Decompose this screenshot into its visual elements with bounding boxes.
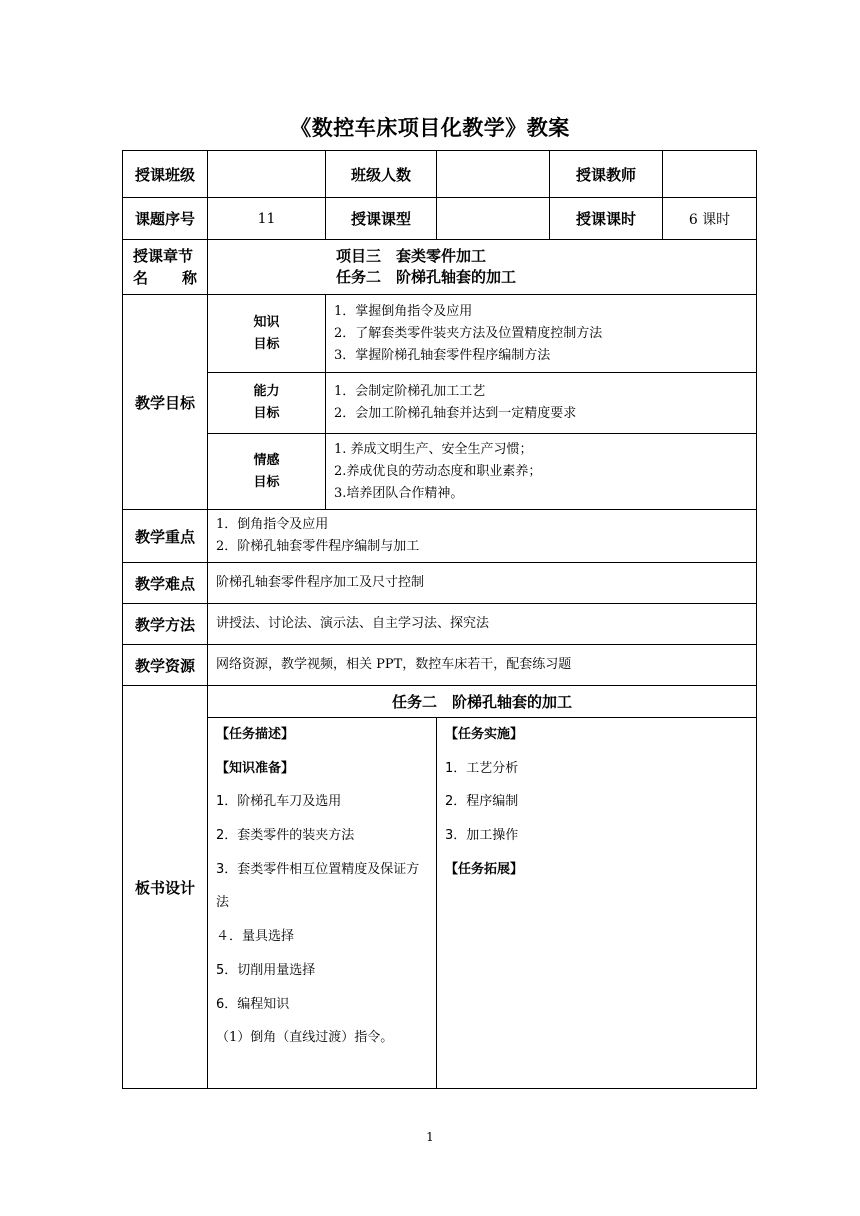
key-points-label: 教学重点 xyxy=(123,510,208,563)
board-left-line: 6．编程知识 xyxy=(216,996,290,1012)
lesson-type-value xyxy=(437,198,550,240)
board-left-line: ４．量具选择 xyxy=(216,929,295,945)
page-number: 1 xyxy=(426,1130,434,1144)
chapter-label-line1: 授课章节 xyxy=(133,247,194,265)
teacher-value xyxy=(663,151,757,198)
key-point-item: 1．倒角指令及应用 xyxy=(216,517,329,532)
lesson-hours-label: 授课课时 xyxy=(550,198,663,240)
emotion-objective-list xyxy=(326,434,757,510)
board-content-row xyxy=(123,718,757,1089)
lesson-type-label: 授课课型 xyxy=(326,198,437,240)
class-label: 授课班级 xyxy=(123,151,208,198)
lesson-hours-value: 6 课时 xyxy=(663,198,757,240)
objective-knowledge-row xyxy=(123,295,757,373)
knowledge-label-line2: 目标 xyxy=(253,336,280,352)
board-right-line: 【任务实施】 xyxy=(445,727,524,742)
difficulty-row xyxy=(123,563,757,604)
ability-label-line1: 能力 xyxy=(253,384,280,399)
board-left-line: 法 xyxy=(216,895,230,911)
board-left-line: 1．阶梯孔车刀及选用 xyxy=(216,794,342,810)
chapter-label-char-a: 名 xyxy=(133,269,149,287)
knowledge-label-line1: 知识 xyxy=(253,314,280,330)
board-left-column xyxy=(208,718,437,1089)
board-left-line: （1）倒角（直线过渡）指令。 xyxy=(216,1030,394,1046)
emotion-label-line1: 情感 xyxy=(253,452,280,468)
teacher-label: 授课教师 xyxy=(550,151,663,198)
header-row-2 xyxy=(123,198,757,240)
resources-text: 网络资源，教学视频，相关 PPT，数控车床若干，配套练习题 xyxy=(208,645,757,686)
chapter-row xyxy=(123,240,757,295)
ability-item: 1．会制定阶梯孔加工工艺 xyxy=(334,384,486,399)
chapter-name xyxy=(208,240,757,295)
ability-objective-list xyxy=(326,373,757,434)
difficulty-text: 阶梯孔轴套零件程序加工及尺寸控制 xyxy=(208,563,757,604)
sequence-label: 课题序号 xyxy=(123,198,208,240)
board-right-line: 3．加工操作 xyxy=(445,828,519,844)
resources-row xyxy=(123,645,757,686)
sequence-value: 11 xyxy=(208,198,326,240)
key-points-list xyxy=(208,510,757,563)
knowledge-item: 3．掌握阶梯孔轴套零件程序编制方法 xyxy=(334,347,551,363)
board-heading-row xyxy=(123,686,757,718)
document-title: 《数控车床项目化教学》教案 xyxy=(290,116,570,140)
chapter-label-line2 xyxy=(133,267,197,289)
board-left-line: 5．切削用量选择 xyxy=(216,962,316,978)
key-point-item: 2．阶梯孔轴套零件程序编制与加工 xyxy=(216,539,420,554)
board-right-line: 2．程序编制 xyxy=(445,794,519,810)
methods-text: 讲授法、讨论法、演示法、自主学习法、探究法 xyxy=(208,604,757,645)
chapter-label-char-b: 称 xyxy=(181,269,197,287)
board-left-line: 【知识准备】 xyxy=(216,760,295,776)
emotion-item: 3.培养团队合作精神。 xyxy=(334,485,464,501)
board-left-line: 3．套类零件相互位置精度及保证方 xyxy=(216,861,420,877)
header-row-1 xyxy=(123,151,757,198)
board-heading: 任务二 阶梯孔轴套的加工 xyxy=(208,686,757,718)
ability-objective-label xyxy=(208,373,326,434)
methods-row xyxy=(123,604,757,645)
board-left-line: 2．套类零件的装夹方法 xyxy=(216,828,355,844)
emotion-item: 2.养成优良的劳动态度和职业素养； xyxy=(334,463,542,479)
chapter-task: 任务二 阶梯孔轴套的加工 xyxy=(336,268,517,286)
board-design-label: 板书设计 xyxy=(123,686,208,1089)
ability-item: 2．会加工阶梯孔轴套并达到一定精度要求 xyxy=(334,406,577,421)
resources-label: 教学资源 xyxy=(123,645,208,686)
chapter-project: 项目三 套类零件加工 xyxy=(336,247,487,265)
ability-label-line2: 目标 xyxy=(253,406,280,421)
lesson-plan-table xyxy=(122,150,757,1089)
knowledge-objective-label xyxy=(208,295,326,373)
board-left-line: 【任务描述】 xyxy=(216,727,295,742)
emotion-objective-label xyxy=(208,434,326,510)
board-right-line: 1．工艺分析 xyxy=(445,760,519,776)
methods-label: 教学方法 xyxy=(123,604,208,645)
class-size-label: 班级人数 xyxy=(326,151,437,198)
key-points-row xyxy=(123,510,757,563)
objective-emotion-row xyxy=(123,434,757,510)
emotion-label-line2: 目标 xyxy=(253,474,280,490)
class-value xyxy=(208,151,326,198)
class-size-value xyxy=(437,151,550,198)
knowledge-objective-list xyxy=(326,295,757,373)
difficulty-label: 教学难点 xyxy=(123,563,208,604)
objective-ability-row xyxy=(123,373,757,434)
objectives-label: 教学目标 xyxy=(123,295,208,510)
board-right-column xyxy=(437,718,757,1089)
emotion-item: 1. 养成文明生产、安全生产习惯； xyxy=(334,441,533,457)
chapter-label xyxy=(123,240,208,295)
knowledge-item: 2．了解套类零件装夹方法及位置精度控制方法 xyxy=(334,325,603,341)
knowledge-item: 1．掌握倒角指令及应用 xyxy=(334,303,473,319)
board-right-line: 【任务拓展】 xyxy=(445,861,524,877)
